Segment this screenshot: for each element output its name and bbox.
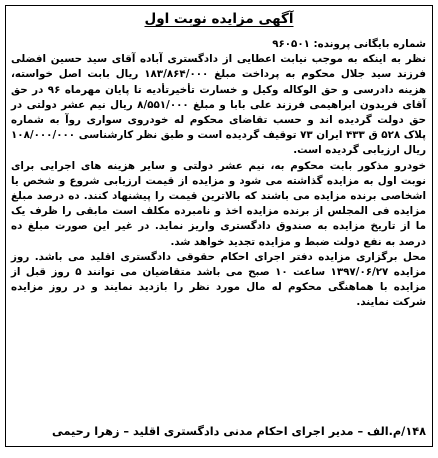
notice-title: آگهی مزایده نوبت اول (144, 11, 294, 27)
paragraph-auction-terms: خودرو مذکور بابت محکوم به، نیم عشر دولتی و سایر هزینه های اجرایی برای نوبت اول به مزایده گذاشته می شود و مزایده از قیمت ارزیابی شروع و شخص یا اشخاصی برنده مزایده می باشند که بالاترین قیمت را پیشنهاد کنند. ده درصد مبلغ مزایده فی المجلس از برنده مزایده اخذ و نامبرده مکلف است مابقی را ظرف یک ما از تاریخ مزایده به صندوق دادگستری واریز نماید. در غیر این صورت مبلغ ده درصد به نفع دولت ضبط و مزایده تجدید خواهد شد. (11, 159, 426, 248)
signature-line: ۱۴۸/م.الف – مدیر اجرای احکام مدنی دادگستری اقلید – زهرا رحیمی (52, 425, 426, 438)
notice-body (11, 37, 426, 311)
paragraph-auction-venue: محل برگزاری مزایده دفتر اجرای احکام حقوقی دادگستری اقلید می باشد. روز مزایده ۱۳۹۷/۰۶/۲۷ ساعت ۱۰ صبح می باشد متقاضیان می توانند ۵ روز قبل از مزایده با هماهنگی محکوم له مال مورد نظر را بازدید نمایند و در روز مزایده شرکت نمایند. (11, 250, 427, 309)
auction-notice (5, 5, 433, 447)
paragraph-judgment: نظر به اینکه به موجب نیابت اعطایی از دادگستری آباده آقای سید حسین افضلی فرزند سید جلال محکوم به پرداخت مبلغ ۱۸۳/۸۶۴/۰۰۰ ریال بابت اصل خواسته، هزینه دادرسی و حق الوکاله وکیل و خسارت تأخیرتأدیه تا پایان مهرماه ۹۶ در حق آقای فریدون ابراهیمی فرزند علی بابا و مبلغ ۸/۵۵۱/۰۰۰ ریال نیم عشر دولتی در حق دولت گردیده اند و حسب تقاضای محکوم له خودروی سواری روآ به شماره پلاک ۵۲۸ ق ۴۳۳ ایران ۷۳ توقیف گردیده است و طبق نظر کارشناسی ۱۰۸/۰۰۰/۰۰۰ ریال ارزیابی گردیده است. (11, 53, 426, 157)
case-number: شماره بایگانی پرونده: ۹۶۰۵۰۱ (272, 38, 426, 50)
